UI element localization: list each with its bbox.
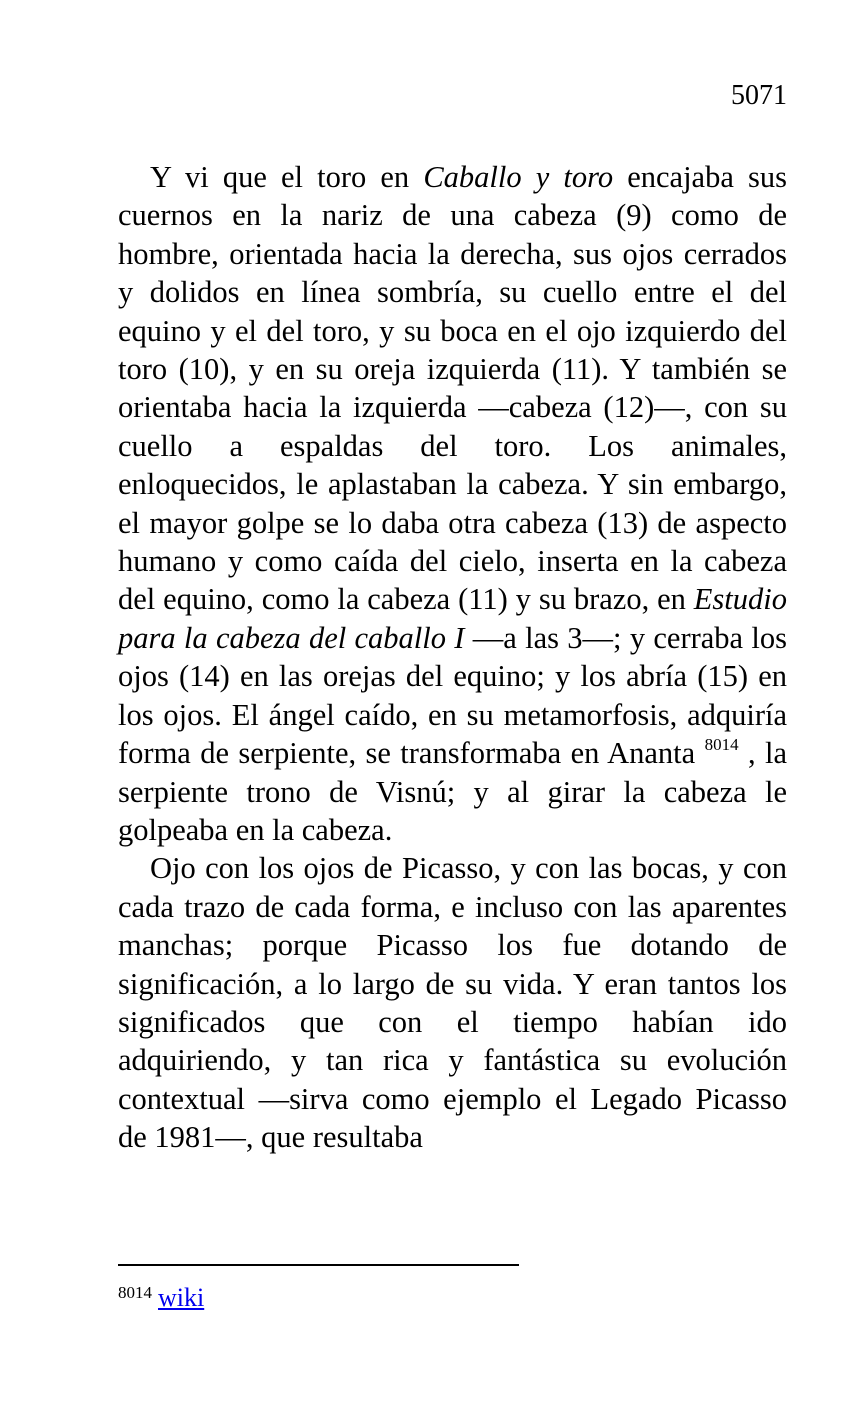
footnote-reference[interactable]: 8014: [704, 735, 739, 755]
paragraph-1: [118, 158, 787, 849]
page-number: 5071: [731, 80, 787, 111]
text-run: Y vi que el toro en: [150, 160, 424, 194]
text-run: encajaba sus cuernos en la nariz de una cabeza (9) como de hombre, orientada hacia la derecha, sus ojos cerrados y dolidos en línea sombría, su cuello entre el del equino y el del toro, y su boca en el ojo izquierdo del toro (10), y en su oreja izquierda (11). Y también se orientaba hacia la izquierda —cabeza (12)—, con su cuello a espaldas del toro. Los animales, enloquecidos, le aplastaban la cabeza. Y sin embargo, el mayor golpe se lo daba otra cabeza (13) de aspecto humano y como caída del cielo, inserta en la cabeza del equino, como la cabeza (11) y su brazo, en: [118, 160, 787, 617]
text-run: , la serpiente trono de Visnú; y al girar la cabeza le golpeaba en la cabeza.: [118, 736, 788, 847]
footnote-separator: [118, 1264, 519, 1266]
italic-title-estudio: Estudio para la cabeza del caballo I: [118, 582, 787, 655]
body-text: [118, 158, 787, 1157]
footnote: [118, 1282, 204, 1314]
footnote-link[interactable]: wiki: [158, 1283, 205, 1312]
paragraph-2: Ojo con los ojos de Picasso, y con las bocas, y con cada trazo de cada forma, e incluso con las aparentes manchas; porque Picasso los fue dotando de significación, a lo largo de su vida. Y eran tantos los significados que con el tiempo habían ido adquiriendo, y tan rica y fantástica su evolución contextual —sirva como ejemplo el Legado Picasso de 1981—, que resultaba: [118, 851, 787, 1155]
footnote-number: 8014: [118, 1283, 152, 1302]
italic-title-caballo-y-toro: Caballo y toro: [423, 160, 614, 194]
text-run: —a las 3—; y cerraba los ojos (14) en las orejas del equino; y los abría (15) en los ojos. El ángel caído, en su metamorfosis, adquiría forma de serpiente, se transformaba en Ananta: [118, 620, 787, 771]
